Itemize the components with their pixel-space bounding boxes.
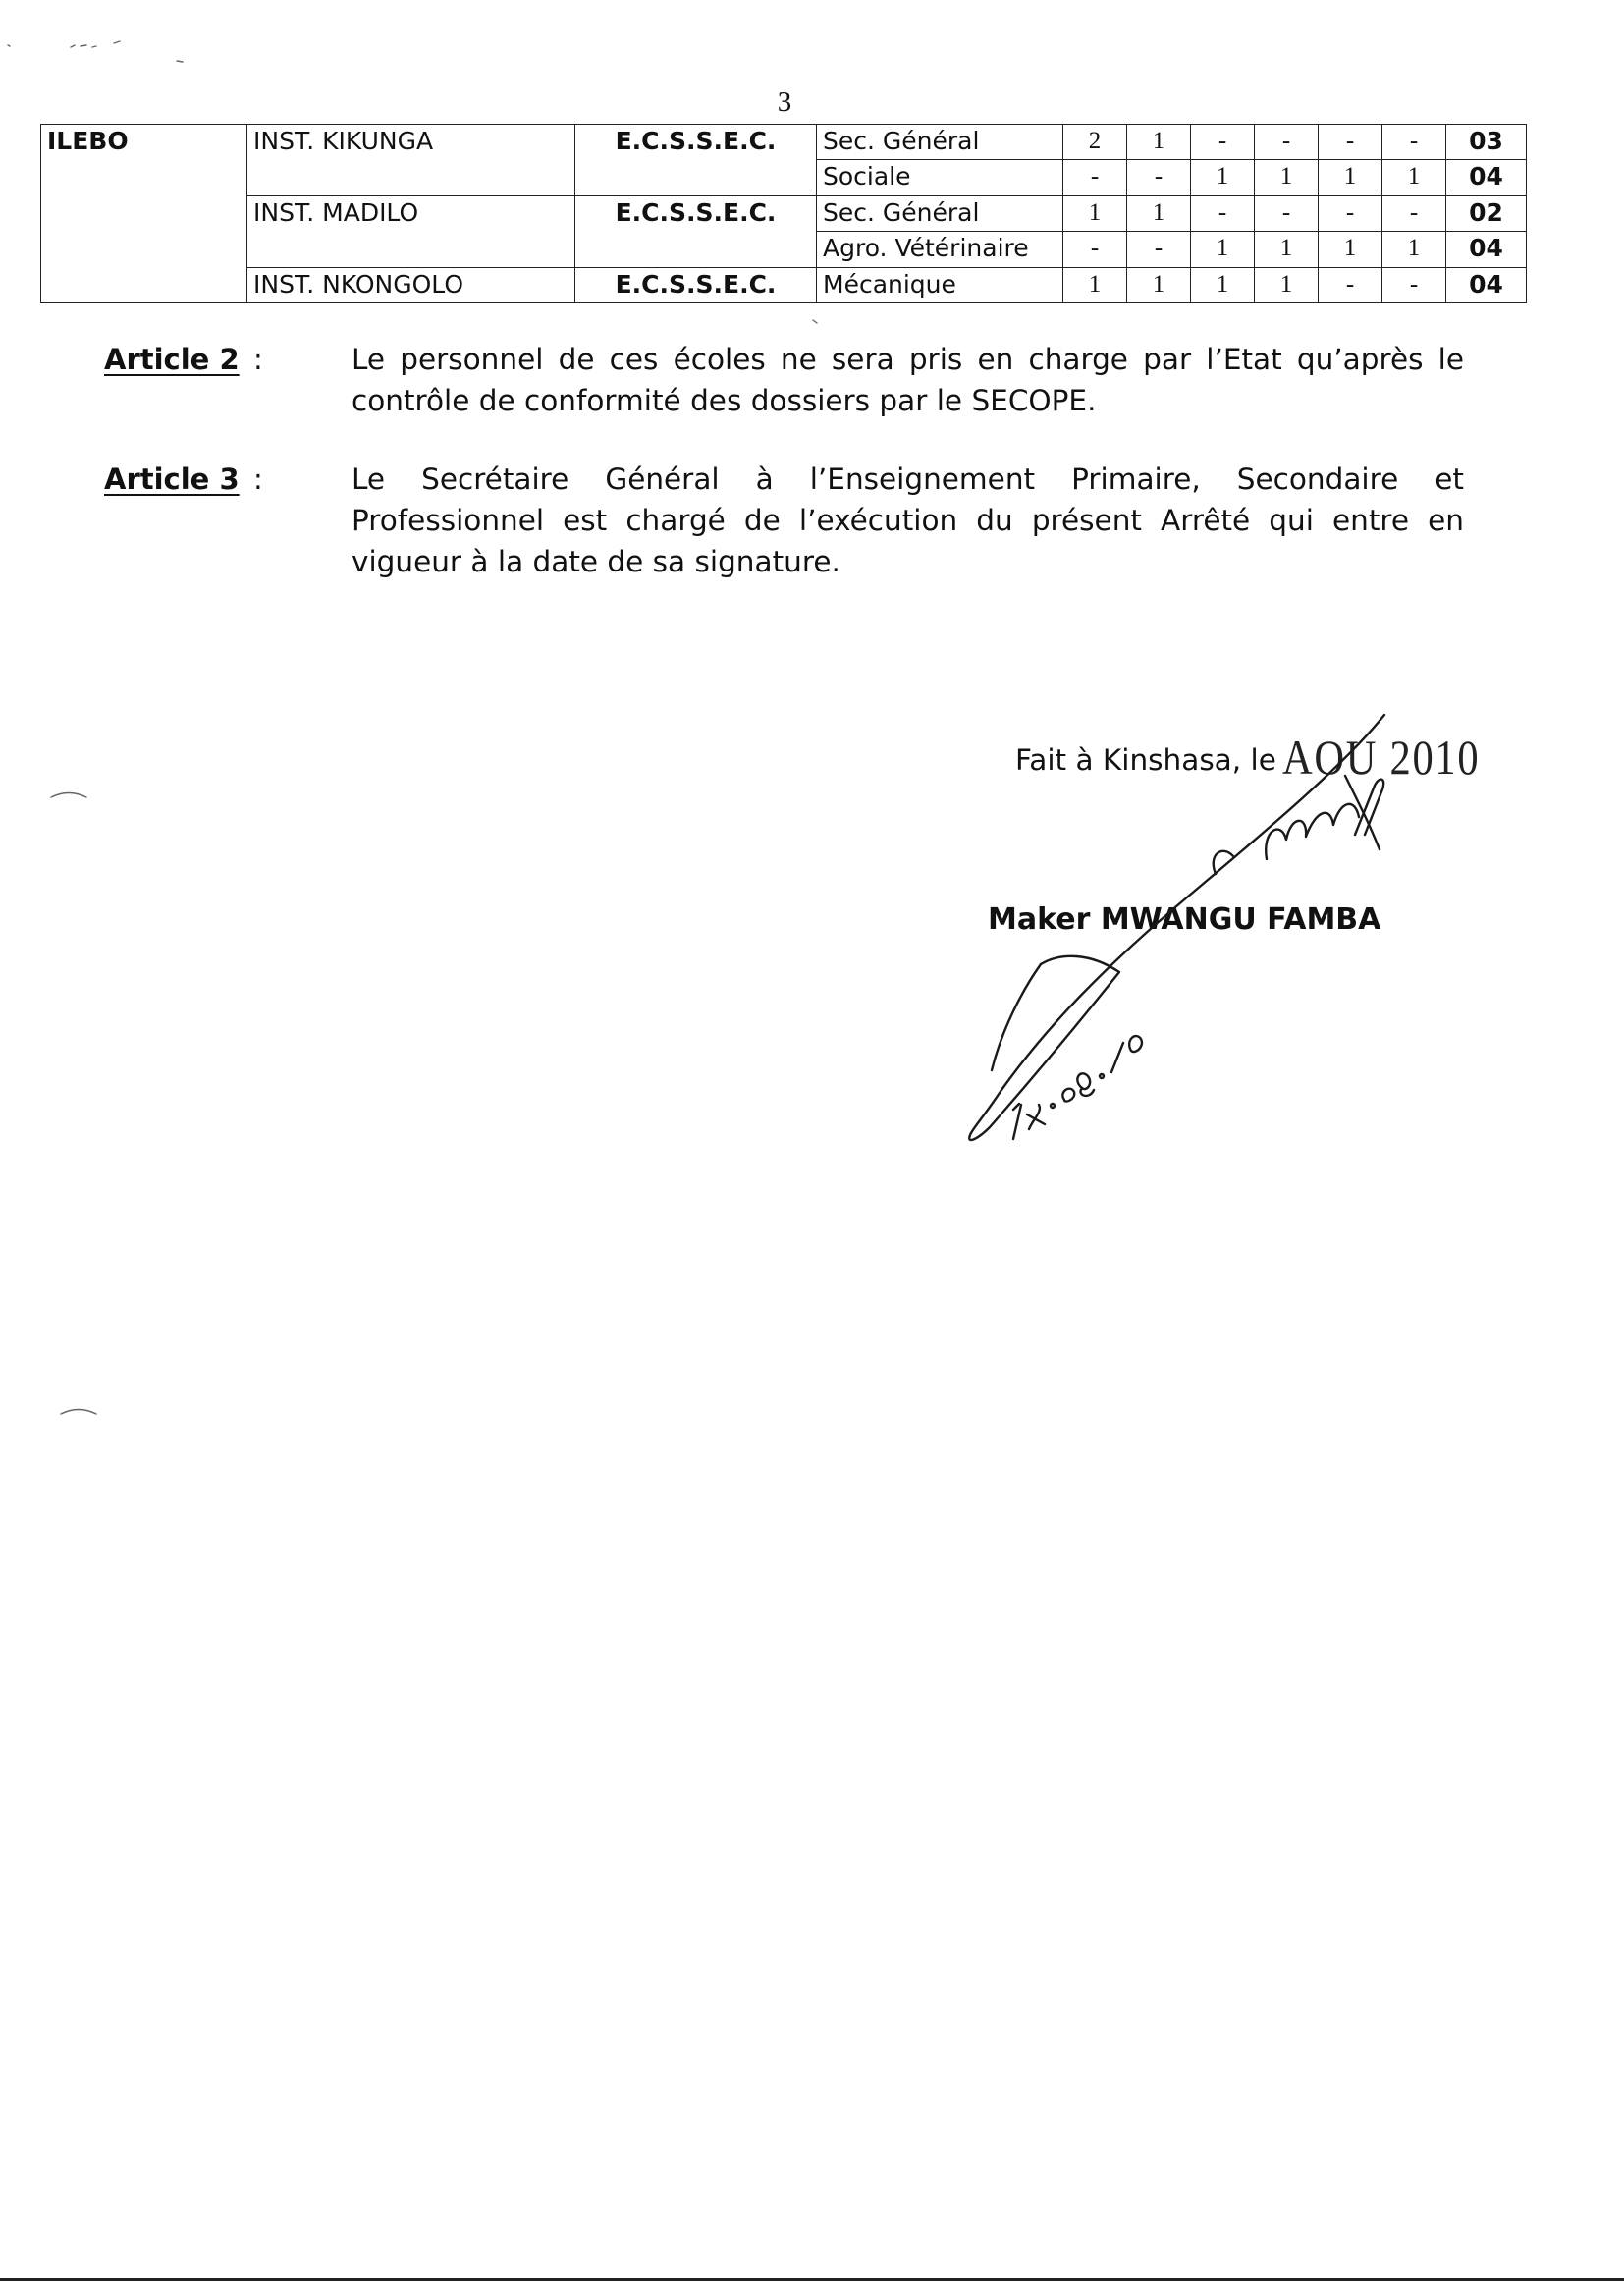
- count-cell: 1: [1319, 160, 1382, 195]
- option-cell: Mécanique: [817, 267, 1063, 302]
- network-cell: E.C.S.S.E.C.: [575, 195, 817, 267]
- signatory-name: Maker MWANGU FAMBA: [988, 902, 1381, 937]
- total-cell: 04: [1446, 160, 1527, 195]
- count-cell: 1: [1255, 232, 1319, 267]
- school-name: INST. KIKUNGA: [247, 125, 575, 196]
- count-cell: -: [1063, 232, 1127, 267]
- count-cell: -: [1319, 125, 1382, 160]
- option-cell: Sociale: [817, 160, 1063, 195]
- count-cell: 1: [1063, 267, 1127, 302]
- option-cell: Sec. Général: [817, 195, 1063, 231]
- count-cell: 1: [1063, 195, 1127, 231]
- total-cell: 02: [1446, 195, 1527, 231]
- article-label: Article 3: [104, 462, 240, 496]
- option-cell: Agro. Vétérinaire: [817, 232, 1063, 267]
- district-cell: ILEBO: [41, 125, 247, 303]
- count-cell: 1: [1255, 267, 1319, 302]
- option-cell: Sec. Général: [817, 125, 1063, 160]
- total-cell: 03: [1446, 125, 1527, 160]
- total-cell: 04: [1446, 232, 1527, 267]
- count-cell: -: [1319, 267, 1382, 302]
- total-cell: 04: [1446, 267, 1527, 302]
- article-colon: :: [253, 343, 263, 376]
- count-cell: -: [1191, 125, 1255, 160]
- count-cell: -: [1382, 125, 1446, 160]
- article-text: Le personnel de ces écoles ne sera pris en charge par l’Etat qu’après le contrôle de conformité des dossiers par le SECOPE.: [352, 343, 1464, 417]
- count-cell: 1: [1191, 160, 1255, 195]
- count-cell: 1: [1319, 232, 1382, 267]
- count-cell: 2: [1063, 125, 1127, 160]
- count-cell: -: [1255, 125, 1319, 160]
- count-cell: -: [1382, 267, 1446, 302]
- count-cell: 1: [1255, 160, 1319, 195]
- count-cell: -: [1255, 195, 1319, 231]
- count-cell: -: [1382, 195, 1446, 231]
- count-cell: 1: [1191, 232, 1255, 267]
- place-date: Fait à Kinshasa, le: [1015, 743, 1276, 777]
- school-name: INST. NKONGOLO: [247, 267, 575, 302]
- count-cell: -: [1063, 160, 1127, 195]
- count-cell: 1: [1382, 232, 1446, 267]
- bottom-rule: [0, 2278, 1624, 2281]
- article-label: Article 2: [104, 343, 240, 376]
- stamped-date: AOU 2010: [1282, 730, 1481, 785]
- article-colon: :: [253, 462, 263, 496]
- count-cell: 1: [1127, 125, 1191, 160]
- count-cell: -: [1319, 195, 1382, 231]
- school-name: INST. MADILO: [247, 195, 575, 267]
- count-cell: -: [1127, 232, 1191, 267]
- count-cell: 1: [1382, 160, 1446, 195]
- article-text: Le Secrétaire Général à l’Enseignement Primaire, Secondaire et Professionnel est chargé de l’exécution du présent Arrêté qui entre en vigueur à la date de sa signature.: [352, 462, 1464, 578]
- count-cell: -: [1191, 195, 1255, 231]
- page-number: 3: [777, 86, 792, 118]
- count-cell: -: [1127, 160, 1191, 195]
- count-cell: 1: [1127, 267, 1191, 302]
- count-cell: 1: [1127, 195, 1191, 231]
- network-cell: E.C.S.S.E.C.: [575, 267, 817, 302]
- network-cell: E.C.S.S.E.C.: [575, 125, 817, 196]
- count-cell: 1: [1191, 267, 1255, 302]
